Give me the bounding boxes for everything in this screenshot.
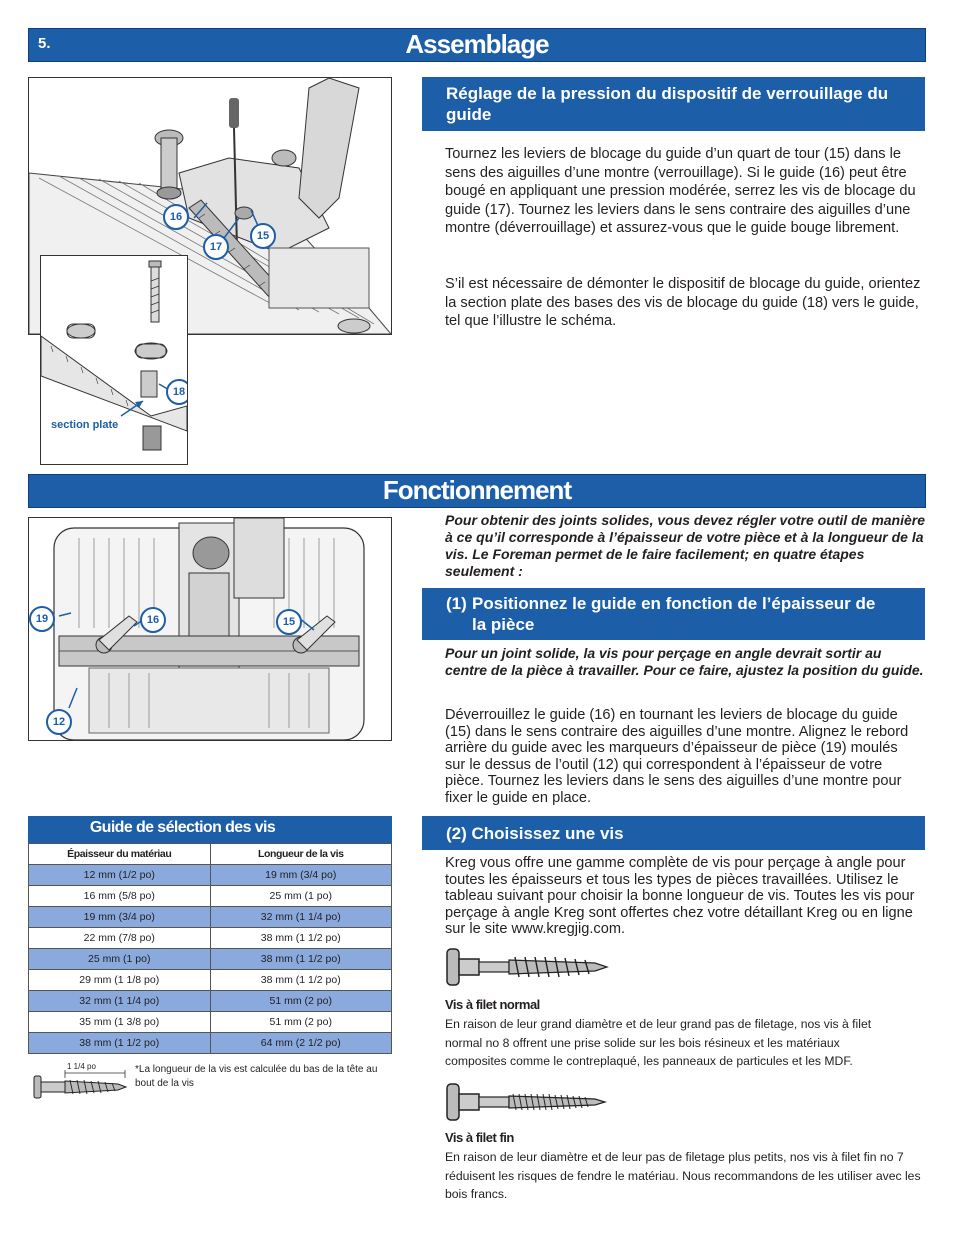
step-1-title: Positionnez le guide en fonction de l’épaisseur de la pièce xyxy=(472,594,876,634)
step-2-body: Kreg vous offre une gamme complète de vis pour perçage à angle pour toutes les épaisseurs et tous les types de pièces travaillées. Utilisez le tableau suivant pour choisir la bonne longueur de vis. Toutes les vis pour perçage à angle Kreg sont offertes chez votre détaillant Kreg ou en ligne sur le site www.kregjig.com. xyxy=(445,855,915,937)
table-cell: 32 mm (1 1/4 po) xyxy=(210,907,392,928)
table-cell: 51 mm (2 po) xyxy=(210,991,392,1012)
step-1-number: (1) xyxy=(446,594,467,613)
subheading-step-1 xyxy=(422,588,925,640)
subheading-step-2 xyxy=(422,816,925,850)
coarse-thread-body: En raison de leur grand diamètre et de leur grand pas de filetage, nos vis à filet normal no 8 offrent une prise solide sur les bois résineux et les matériaux composites comme le contreplaqué, les panneaux de particules et les MDF. xyxy=(445,1017,872,1068)
fine-thread-screw-icon xyxy=(445,1082,610,1122)
table-cell: 12 mm (1/2 po) xyxy=(29,865,211,886)
table-cell: 25 mm (1 po) xyxy=(210,886,392,907)
table-row xyxy=(29,886,392,907)
table-cell: 19 mm (3/4 po) xyxy=(29,907,211,928)
figure-guide-position xyxy=(28,517,392,741)
table-row xyxy=(29,991,392,1012)
table-cell: 25 mm (1 po) xyxy=(29,949,211,970)
fine-thread-title: Vis à filet fin xyxy=(445,1130,514,1145)
table-cell: 38 mm (1 1/2 po) xyxy=(210,928,392,949)
screw-length-diagram-icon xyxy=(30,1070,130,1100)
table-cell: 22 mm (7/8 po) xyxy=(29,928,211,949)
subheading-lock-pressure-text: Réglage de la pression du dispositif de verrouillage du guide xyxy=(446,84,889,124)
callout-19: 19 xyxy=(29,606,55,632)
lock-pressure-paragraph-1: Tournez les leviers de blocage du guide d’un quart de tour (15) dans le sens des aiguilles d’une montre (verrouillage). Si le guide (16) peut être bougé en appliquant une pression modérée, serrez les vis de blocage du guide (17). Tournez les leviers dans le sens contraire des aiguilles d’une montre (déverrouillage) et assurez-vous que le guide bouge librement. xyxy=(445,146,916,236)
assemblage-header-bar xyxy=(28,28,926,62)
lock-screw-exploded-illustration xyxy=(41,256,187,464)
step-1-body: Déverrouillez le guide (16) en tournant les leviers de blocage du guide (15) dans le sens contraire des aiguilles d’une montre. Alignez le rebord arrière du guide avec les marqueurs d’épaisseur de pièce (19) moulés sur le dessus de l’outil (12) qui correspondent à l’épaisseur de votre pièce. Tournez les leviers dans le sens des aiguilles d’une montre pour fixer le guide en place. xyxy=(445,707,909,806)
section-title-fonctionnement: Fonctionnement xyxy=(382,475,572,505)
table-cell: 64 mm (2 1/2 po) xyxy=(210,1033,392,1054)
coarse-thread-screw-icon xyxy=(445,947,610,987)
fine-thread-body: En raison de leur diamètre et de leur pas de filetage plus petits, nos vis à filet fin no 7 réduisent les risques de fendre le matériau. Nous recommandons de les utiliser avec les bois francs. xyxy=(445,1150,921,1201)
section-title-assemblage: Assemblage xyxy=(405,29,549,59)
table-cell: 32 mm (1 1/4 po) xyxy=(29,991,211,1012)
fonctionnement-intro: Pour obtenir des joints solides, vous devez régler votre outil de manière à ce qu’il corresponde à l’épaisseur de votre pièce et à la longueur de la vis. Le Foreman permet de le faire facilement; en quatre étapes seulement : xyxy=(445,512,926,579)
screw-length-dimension-label: 1 1/4 po xyxy=(67,1062,96,1071)
table-cell: 51 mm (2 po) xyxy=(210,1012,392,1033)
fonctionnement-header-bar xyxy=(28,474,926,508)
callout-15: 15 xyxy=(250,223,276,249)
figure-inset-lock-screw xyxy=(40,255,188,465)
step-2-title: (2) Choisissez une vis xyxy=(446,824,624,843)
callout-16b: 16 xyxy=(140,607,166,633)
lock-pressure-paragraph-2: S’il est nécessaire de démonter le dispositif de blocage du guide, orientez la section plate des bases des vis de blocage du guide (18) vers le guide, tel que l’illustre le schéma. xyxy=(445,276,921,329)
screw-guide-title-bar xyxy=(28,816,392,843)
table-row xyxy=(29,928,392,949)
callout-15b: 15 xyxy=(276,609,302,635)
col-material-thickness: Épaisseur du matériau xyxy=(29,844,211,865)
callout-16: 16 xyxy=(163,204,189,230)
table-cell: 38 mm (1 1/2 po) xyxy=(210,970,392,991)
table-cell: 38 mm (1 1/2 po) xyxy=(29,1033,211,1054)
page-number: 5. xyxy=(38,35,51,52)
callout-18: 18 xyxy=(166,379,188,405)
table-cell: 38 mm (1 1/2 po) xyxy=(210,949,392,970)
table-cell: 19 mm (3/4 po) xyxy=(210,865,392,886)
guide-top-view-illustration xyxy=(29,518,391,740)
table-row xyxy=(29,949,392,970)
screw-guide-table xyxy=(28,843,392,1054)
table-cell: 35 mm (1 3/8 po) xyxy=(29,1012,211,1033)
col-screw-length: Longueur de la vis xyxy=(210,844,392,865)
table-row xyxy=(29,970,392,991)
table-row xyxy=(29,1033,392,1054)
screw-length-footnote: *La longueur de la vis est calculée du bas de la tête au bout de la vis xyxy=(135,1064,378,1089)
table-row xyxy=(29,865,392,886)
screw-guide-title: Guide de sélection des vis xyxy=(89,819,276,836)
table-cell: 16 mm (5/8 po) xyxy=(29,886,211,907)
flat-section-label: section plate xyxy=(51,419,119,431)
table-row xyxy=(29,1012,392,1033)
coarse-thread-title: Vis à filet normal xyxy=(445,997,540,1012)
table-row xyxy=(29,907,392,928)
subheading-lock-pressure xyxy=(422,77,925,131)
table-cell: 29 mm (1 1/8 po) xyxy=(29,970,211,991)
callout-12: 12 xyxy=(46,709,72,735)
callout-17: 17 xyxy=(203,234,229,260)
step-1-note: Pour un joint solide, la vis pour perçage en angle devrait sortir au centre de la pièce à travailler. Pour ce faire, ajustez la position du guide. xyxy=(445,645,924,678)
